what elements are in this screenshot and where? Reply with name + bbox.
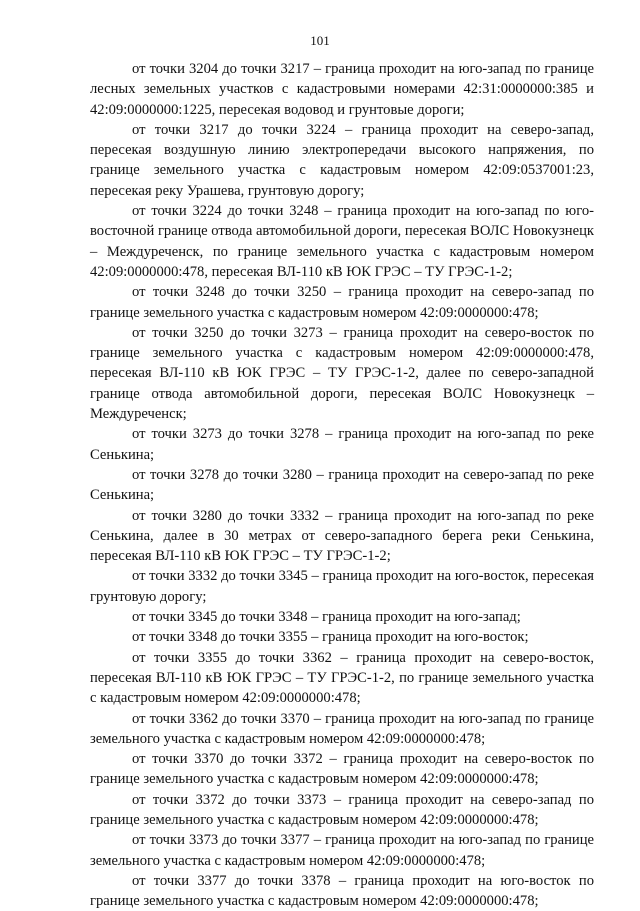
paragraph: от точки 3372 до точки 3373 – граница проходит на северо-запад по границе земельного участка с кадастровым номером 42:09:0000000:478; — [90, 791, 594, 828]
page-number: 101 — [310, 33, 330, 48]
paragraph: от точки 3355 до точки 3362 – граница проходит на северо-восток, пересекая ВЛ-110 кВ ЮК ГРЭС – ТУ ГРЭС-1-2, по границе земельного участка с кадастровым номером 42:09:0000000:478; — [90, 649, 594, 707]
paragraph: от точки 3370 до точки 3372 – граница проходит на северо-восток по границе земельного участка с кадастровым номером 42:09:0000000:478; — [90, 751, 594, 788]
paragraph: от точки 3250 до точки 3273 – граница проходит на северо-восток по границе земельного участка с кадастровым номером 42:09:0000000:478, пересекая ВЛ-110 кВ ЮК ГРЭС – ТУ ГРЭС-1-2, далее по северо-западной границе отвода автомобильной дороги, пересекая ВОЛС Новокузнецк – Междуреченск; — [90, 324, 594, 423]
paragraph: от точки 3377 до точки 3378 – граница проходит на юго-восток по границе земельного участка с кадастровым номером 42:09:0000000:478; — [90, 872, 594, 910]
paragraph: от точки 3345 до точки 3348 – граница проходит на юго-запад; — [132, 609, 521, 626]
paragraph: от точки 3373 до точки 3377 – граница проходит на юго-запад по границе земельного участка с кадастровым номером 42:09:0000000:478; — [90, 832, 594, 869]
paragraph: от точки 3248 до точки 3250 – граница проходит на северо-запад по границе земельного участка с кадастровым номером 42:09:0000000:478; — [90, 284, 594, 321]
paragraph: от точки 3348 до точки 3355 – граница проходит на юго-восток; — [132, 629, 529, 646]
paragraph: от точки 3204 до точки 3217 – граница проходит на юго-запад по границе лесных земельных участков с кадастровыми номерами 42:31:0000000:385 и 42:09:0000000:1225, пересекая водовод и грунтовые дороги; — [90, 61, 594, 118]
paragraph: от точки 3332 до точки 3345 – граница проходит на юго-восток, пересекая грунтовую дорогу; — [90, 568, 594, 605]
paragraph: от точки 3362 до точки 3370 – граница проходит на юго-запад по границе земельного участка с кадастровым номером 42:09:0000000:478; — [90, 710, 594, 747]
paragraph: от точки 3278 до точки 3280 – граница проходит на северо-запад по реке Сенькина; — [90, 466, 594, 504]
paragraph: от точки 3273 до точки 3278 – граница проходит на юго-запад по реке Сенькина; — [90, 426, 594, 463]
paragraph: от точки 3217 до точки 3224 – граница проходит на северо-запад, пересекая воздушную линию электропередачи высокого напряжения, по границе земельного участка с кадастровым номером 42:09:0537001:23, пересекая реку Урашева, грунтовую дорогу; — [90, 121, 594, 199]
paragraph: от точки 3280 до точки 3332 – граница проходит на юго-запад по реке Сенькина, далее в 30 метрах от северо-западного берега реки Сенькина, пересекая ВЛ-110 кВ ЮК ГРЭС – ТУ ГРЭС-1-2; — [90, 507, 594, 565]
document-body — [90, 59, 594, 911]
paragraph: от точки 3224 до точки 3248 – граница проходит на юго-запад по юго-восточной границе отвода автомобильной дороги, пересекая ВОЛС Новокузнецк – Междуреченск, по границе земельного участка с кадастровым номером 42:09:0000000:478, пересекая ВЛ-110 кВ ЮК ГРЭС – ТУ ГРЭС-1-2; — [90, 203, 594, 280]
